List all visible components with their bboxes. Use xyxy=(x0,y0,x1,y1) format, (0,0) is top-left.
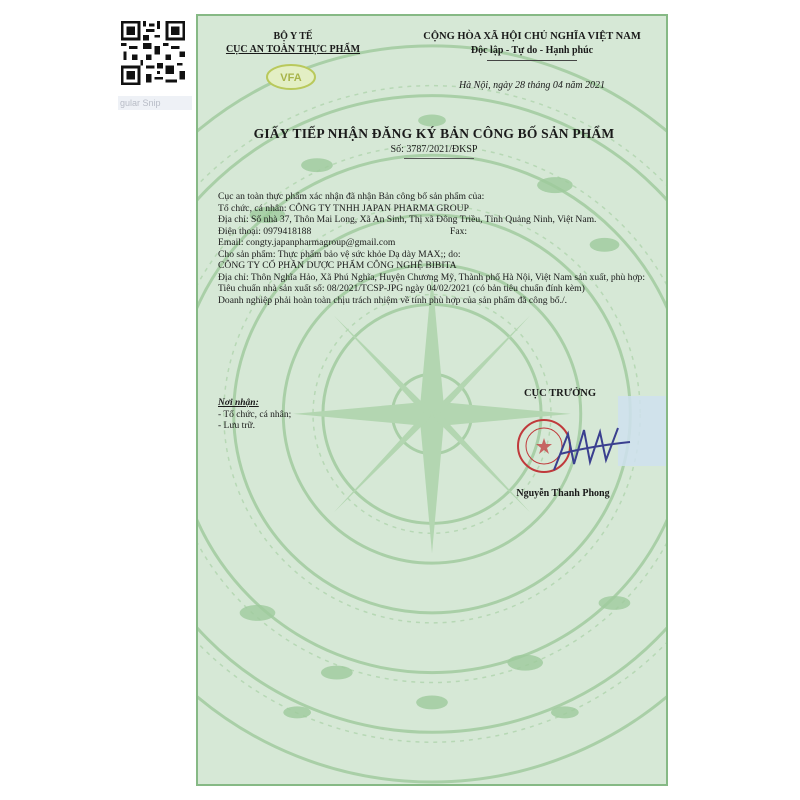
body-standard: Tiêu chuẩn nhà sản xuất số: 08/2021/TCSP-JPG ngày 04/02/2021 (có bản tiêu chuẩn đính kèm) xyxy=(218,283,585,294)
body-phone-fax xyxy=(218,226,658,238)
body-product: Cho sản phẩm: Thực phẩm bảo vệ sức khỏe Dạ dày MAX;; do: xyxy=(218,248,461,260)
body-organization: Tổ chức, cá nhân: CÔNG TY TNHH JAPAN PHARMA GROUP xyxy=(218,202,469,214)
recipient-item: - Lưu trữ. xyxy=(218,421,255,431)
body-email: Email: congty.japanpharmagroup@gmail.com xyxy=(218,237,396,248)
body-address-2: Địa chỉ: Thôn Nghĩa Hảo, Xã Phú Nghĩa, Huyện Chương Mỹ, Thành phố Hà Nội, Việt Nam sản xuất, phù hợp: xyxy=(218,271,645,283)
body-manufacturer: CÔNG TY CỔ PHẦN DƯỢC PHẨM CÔNG NGHỆ BIBITA xyxy=(218,260,457,271)
body-responsibility: Doanh nghiệp phải hoàn toàn chịu trách nhiệm về tính phù hợp của sản phẩm đã công bố./. xyxy=(218,294,568,306)
document-body xyxy=(218,191,658,306)
recipients-block xyxy=(218,398,368,433)
signer-role: CỤC TRƯỞNG xyxy=(523,388,597,399)
national-header xyxy=(394,30,668,61)
qr-code-icon xyxy=(118,18,188,88)
body-address-1: Địa chỉ: Số nhà 37, Thôn Mai Long, Xã An Sinh, Thị xã Đông Triều, Tỉnh Quảng Ninh, Việt Nam. xyxy=(218,214,597,225)
number-underline xyxy=(404,158,474,159)
body-phone: Điện thoại: 0979418188 xyxy=(218,225,312,237)
qr-caption: gular Snip xyxy=(118,96,192,110)
recipient-item: - Tổ chức, cá nhân; xyxy=(218,409,292,420)
agency-header xyxy=(198,30,388,56)
document-number: Số: 3787/2021/ĐKSP xyxy=(390,144,478,155)
signer-name: Nguyễn Thanh Phong xyxy=(516,488,610,499)
body-intro: Cục an toàn thực phẩm xác nhận đã nhận Bản công bố sản phẩm của: xyxy=(218,191,485,202)
certificate-document xyxy=(196,14,668,786)
document-title: GIẤY TIẾP NHẬN ĐĂNG KÝ BẢN CÔNG BỐ SẢN PHẨM xyxy=(253,126,615,141)
recipients-heading: Nơi nhận: xyxy=(218,398,259,408)
agency-name: CỤC AN TOÀN THỰC PHẨM xyxy=(225,44,361,55)
motto-underline xyxy=(487,60,577,61)
agency-logo-icon xyxy=(264,62,318,92)
agency-logo-text: VFA xyxy=(280,72,302,84)
handwritten-signature-icon xyxy=(546,420,636,480)
agency-parent: BỘ Y TẾ xyxy=(273,31,313,42)
national-motto: Độc lập - Tự do - Hạnh phúc xyxy=(470,45,594,56)
body-fax: Fax: xyxy=(450,225,468,237)
issue-date: Hà Nội, ngày 28 tháng 04 năm 2021 xyxy=(458,80,606,91)
country-name: CỘNG HÒA XÃ HỘI CHỦ NGHĨA VIỆT NAM xyxy=(423,31,641,42)
